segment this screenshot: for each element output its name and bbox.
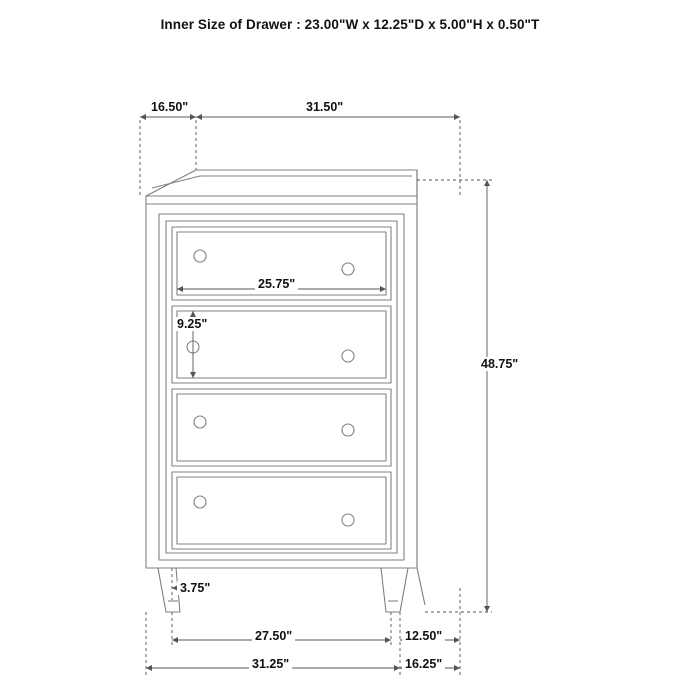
leg-front-right (381, 568, 408, 612)
dim-label-depth-top: 16.50" (148, 100, 191, 114)
chest-front-panel (146, 196, 417, 568)
leg-rear-right (417, 568, 425, 605)
dim-label-base-overall: 31.25" (249, 657, 292, 671)
dim-label-depth-overall: 16.25" (402, 657, 445, 671)
knob-d3-right (342, 424, 354, 436)
knob-d3-left (194, 416, 206, 428)
dim-label-leg-height: 3.75" (177, 581, 213, 595)
knob-d2-right (342, 350, 354, 362)
knob-d4-right (342, 514, 354, 526)
chest-top-surface (146, 170, 417, 196)
dim-label-drawer-width: 25.75" (255, 277, 298, 291)
dim-label-base-inner: 27.50" (252, 629, 295, 643)
dim-label-height: 48.75" (478, 357, 521, 371)
knob-d4-left (194, 496, 206, 508)
dim-label-width-top: 31.50" (303, 100, 346, 114)
knob-d1-left (194, 250, 206, 262)
dim-label-depth-small: 12.50" (402, 629, 445, 643)
page-title: Inner Size of Drawer : 23.00"W x 12.25"D x 5.00"H x 0.50"T (160, 17, 540, 32)
drawer-3 (172, 389, 391, 466)
drawer-4-inset (177, 477, 386, 544)
drawer-3-inset (177, 394, 386, 461)
knob-d1-right (342, 263, 354, 275)
chest-body (146, 170, 425, 612)
chest-top-bevel (152, 176, 412, 188)
chest-inner-frame (159, 214, 404, 560)
dim-label-drawer-height: 9.25" (174, 317, 210, 331)
chest-inner-frame-2 (166, 221, 397, 553)
drawer-knobs (187, 250, 354, 526)
drawer-4 (172, 472, 391, 549)
